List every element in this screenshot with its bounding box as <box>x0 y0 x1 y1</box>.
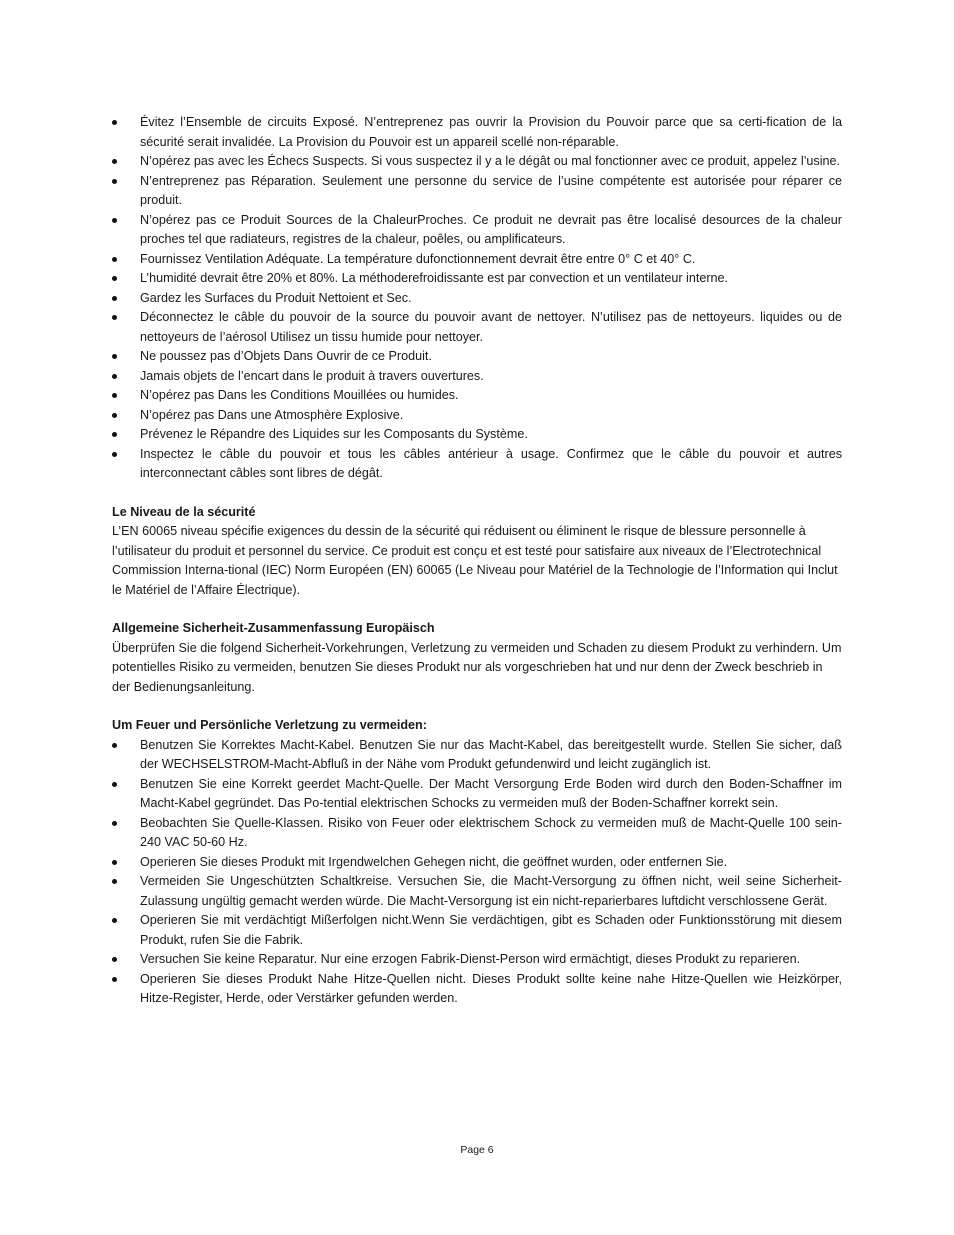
bullet-icon <box>112 393 117 398</box>
bullet-icon <box>112 413 117 418</box>
list-item-text: Benutzen Sie Korrektes Macht-Kabel. Benutzen Sie nur das Macht-Kabel, das bereitgestellt wurde. Stellen Sie sicher, daß der WECHSELSTROM-Macht-Abfluß in der Nähe vom Produkt gefundenwird und leicht zugänglich ist. <box>140 737 842 771</box>
list-item <box>112 269 842 289</box>
list-item-text: L’humidité devrait être 20% et 80%. La méthoderefroidissante est par convection et un ventilateur interne. <box>140 271 729 285</box>
section-paragraph: L’EN 60065 niveau spécifie exigences du dessin de la sécurité qui réduisent ou éliminent le risque de blessure personnelle à l’utilisateur du produit et personnel du service. Ce produit est conçu et est testé pour satisfaire aux niveaux de l’Electrotechnical Commission Interna-tional (IEC) Norm Européen (EN) 60065 (Le Niveau pour Matériel de la Technologie de l’Information qui Inclut le Matériel de l’Affaire Électrique). <box>112 524 838 597</box>
section-heading: Le Niveau de la sécurité <box>112 504 256 519</box>
bullet-icon <box>112 957 117 962</box>
list-item-text: N’opérez pas Dans une Atmosphère Explosive. <box>140 407 404 422</box>
bullet-icon <box>112 782 117 787</box>
list-item-text: N’opérez pas avec les Échecs Suspects. Si vous suspectez il y a le dégât ou mal fonctionner avec ce produit, appelez l’usine. <box>140 154 841 168</box>
list-item <box>112 367 842 387</box>
list-item-text: Évitez l’Ensemble de circuits Exposé. N’entreprenez pas ouvrir la Provision du Pouvoir parce que sa certi-fication de la sécurité serait invalidée. La Provision du Pouvoir est un appareil scellé non-réparable. <box>140 115 842 149</box>
list-item-text: Ne poussez pas d’Objets Dans Ouvrir de ce Produit. <box>140 349 432 363</box>
bullet-icon <box>112 452 117 457</box>
list-item <box>112 172 842 211</box>
list-item <box>112 152 842 172</box>
list-item <box>112 950 842 970</box>
section-paragraph: Überprüfen Sie die folgend Sicherheit-Vorkehrungen, Verletzung zu vermeiden und Schaden zu diesem Produkt zu verhindern. Um potentielles Risiko zu vermeiden, benutzen Sie dieses Produkt nur als vorgeschrieben hat und nur denn der Zweck beschrieb in der Bedienungsanleitung. <box>112 640 842 694</box>
german-summary-section <box>112 619 842 697</box>
list-item-text: N’opérez pas ce Produit Sources de la ChaleurProches. Ce produit ne devrait pas être localisé desources de la chaleur proches tel que radiateurs, registres de la chaleur, poêles, ou amplificateurs. <box>140 212 842 246</box>
list-item-text: Fournissez Ventilation Adéquate. La température dufonctionnement devrait être entre 0° C et 40° C. <box>140 251 696 266</box>
list-item-text: Versuchen Sie keine Reparatur. Nur eine erzogen Fabrik-Dienst-Person wird ermächtigt, dieses Produkt zu reparieren. <box>140 952 801 966</box>
bullet-icon <box>112 257 117 262</box>
german-safety-list <box>112 736 842 1009</box>
list-item <box>112 970 842 1009</box>
list-item <box>112 289 842 309</box>
page-number: Page 6 <box>460 1144 494 1156</box>
french-safety-list <box>112 113 842 484</box>
list-item <box>112 308 842 347</box>
bullet-icon <box>112 918 117 923</box>
bullet-icon <box>112 879 117 884</box>
list-item-text: Vermeiden Sie Ungeschützten Schaltkreise. Versuchen Sie, die Macht-Versorgung zu öffnen nicht, weil seine Sicherheit-Zulassung ungültig gemacht werden würde. Die Macht-Versorgung ist ein nicht-reparierbares luftdicht verschlossene Gerät. <box>140 874 842 908</box>
list-item <box>112 425 842 445</box>
bullet-icon <box>112 977 117 982</box>
list-item <box>112 406 842 426</box>
safety-level-section <box>112 503 842 601</box>
list-item <box>112 386 842 406</box>
list-item-text: Operieren Sie dieses Produkt Nahe Hitze-Quellen nicht. Dieses Produkt sollte keine nahe Hitze-Quellen wie Heizkörper, Hitze-Register, Herde, oder Verstärker gefunden werden. <box>140 971 842 1005</box>
list-item <box>112 445 842 484</box>
list-item <box>112 872 842 911</box>
bullet-icon <box>112 743 117 748</box>
list-item-text: Operieren Sie dieses Produkt mit Irgendwelchen Gehegen nicht, die geöffnet wurden, oder entfernen Sie. <box>140 854 728 869</box>
bullet-icon <box>112 218 117 223</box>
bullet-icon <box>112 179 117 184</box>
section-heading: Allgemeine Sicherheit-Zusammenfassung Europäisch <box>112 621 435 635</box>
list-item-text: Operieren Sie mit verdächtigt Mißerfolgen nicht.Wenn Sie verdächtigen, gibt es Schaden oder Funktionsstörung mit diesem Produkt, rufen Sie die Fabrik. <box>140 913 842 947</box>
list-item-text: Jamais objets de l’encart dans le produit à travers ouvertures. <box>140 368 484 383</box>
bullet-icon <box>112 374 117 379</box>
bullet-icon <box>112 821 117 826</box>
bullet-icon <box>112 354 117 359</box>
list-item-text: N’entreprenez pas Réparation. Seulement une personne du service de l’usine compétente est autorisée pour réparer ce produit. <box>140 173 842 207</box>
list-item <box>112 775 842 814</box>
list-item <box>112 113 842 152</box>
list-item <box>112 911 842 950</box>
bullet-icon <box>112 432 117 437</box>
list-item <box>112 736 842 775</box>
list-item <box>112 211 842 250</box>
list-item-text: Prévenez le Répandre des Liquides sur les Composants du Système. <box>140 427 528 441</box>
list-item-text: Déconnectez le câble du pouvoir de la source du pouvoir avant de nettoyer. N’utilisez pas de nettoyeurs. liquides ou de nettoyeurs de l’aérosol Utilisez un tissu humide pour nettoyer. <box>140 310 842 344</box>
document-page <box>112 113 842 1009</box>
list-item-text: Inspectez le câble du pouvoir et tous les câbles antérieur à usage. Confirmez que le câble du pouvoir et autres interconnectant câbles sont libres de dégât. <box>140 446 842 480</box>
list-item-text: Gardez les Surfaces du Produit Nettoient et Sec. <box>140 290 412 305</box>
bullet-icon <box>112 860 117 865</box>
bullet-icon <box>112 276 117 281</box>
list-item <box>112 250 842 270</box>
bullet-icon <box>112 159 117 164</box>
list-item <box>112 347 842 367</box>
bullet-icon <box>112 296 117 301</box>
section-heading: Um Feuer und Persönliche Verletzung zu vermeiden: <box>112 718 427 732</box>
list-item-text: Beobachten Sie Quelle-Klassen. Risiko von Feuer oder elektrischem Schock zu vermeiden muß de Macht-Quelle 100 sein-240 VAC 50-60 Hz. <box>140 815 842 849</box>
list-item-text: N’opérez pas Dans les Conditions Mouillées ou humides. <box>140 388 459 402</box>
list-item <box>112 814 842 853</box>
bullet-icon <box>112 120 117 125</box>
list-item <box>112 853 842 873</box>
list-item-text: Benutzen Sie eine Korrekt geerdet Macht-Quelle. Der Macht Versorgung Erde Boden wird durch den Boden-Schaffner im Macht-Kabel gegründet. Das Po-tential elektrischen Schocks zu vermeiden muß der Boden-Schaffner korrekt sein. <box>140 776 842 810</box>
bullet-icon <box>112 315 117 320</box>
german-fire-section <box>112 716 842 1009</box>
